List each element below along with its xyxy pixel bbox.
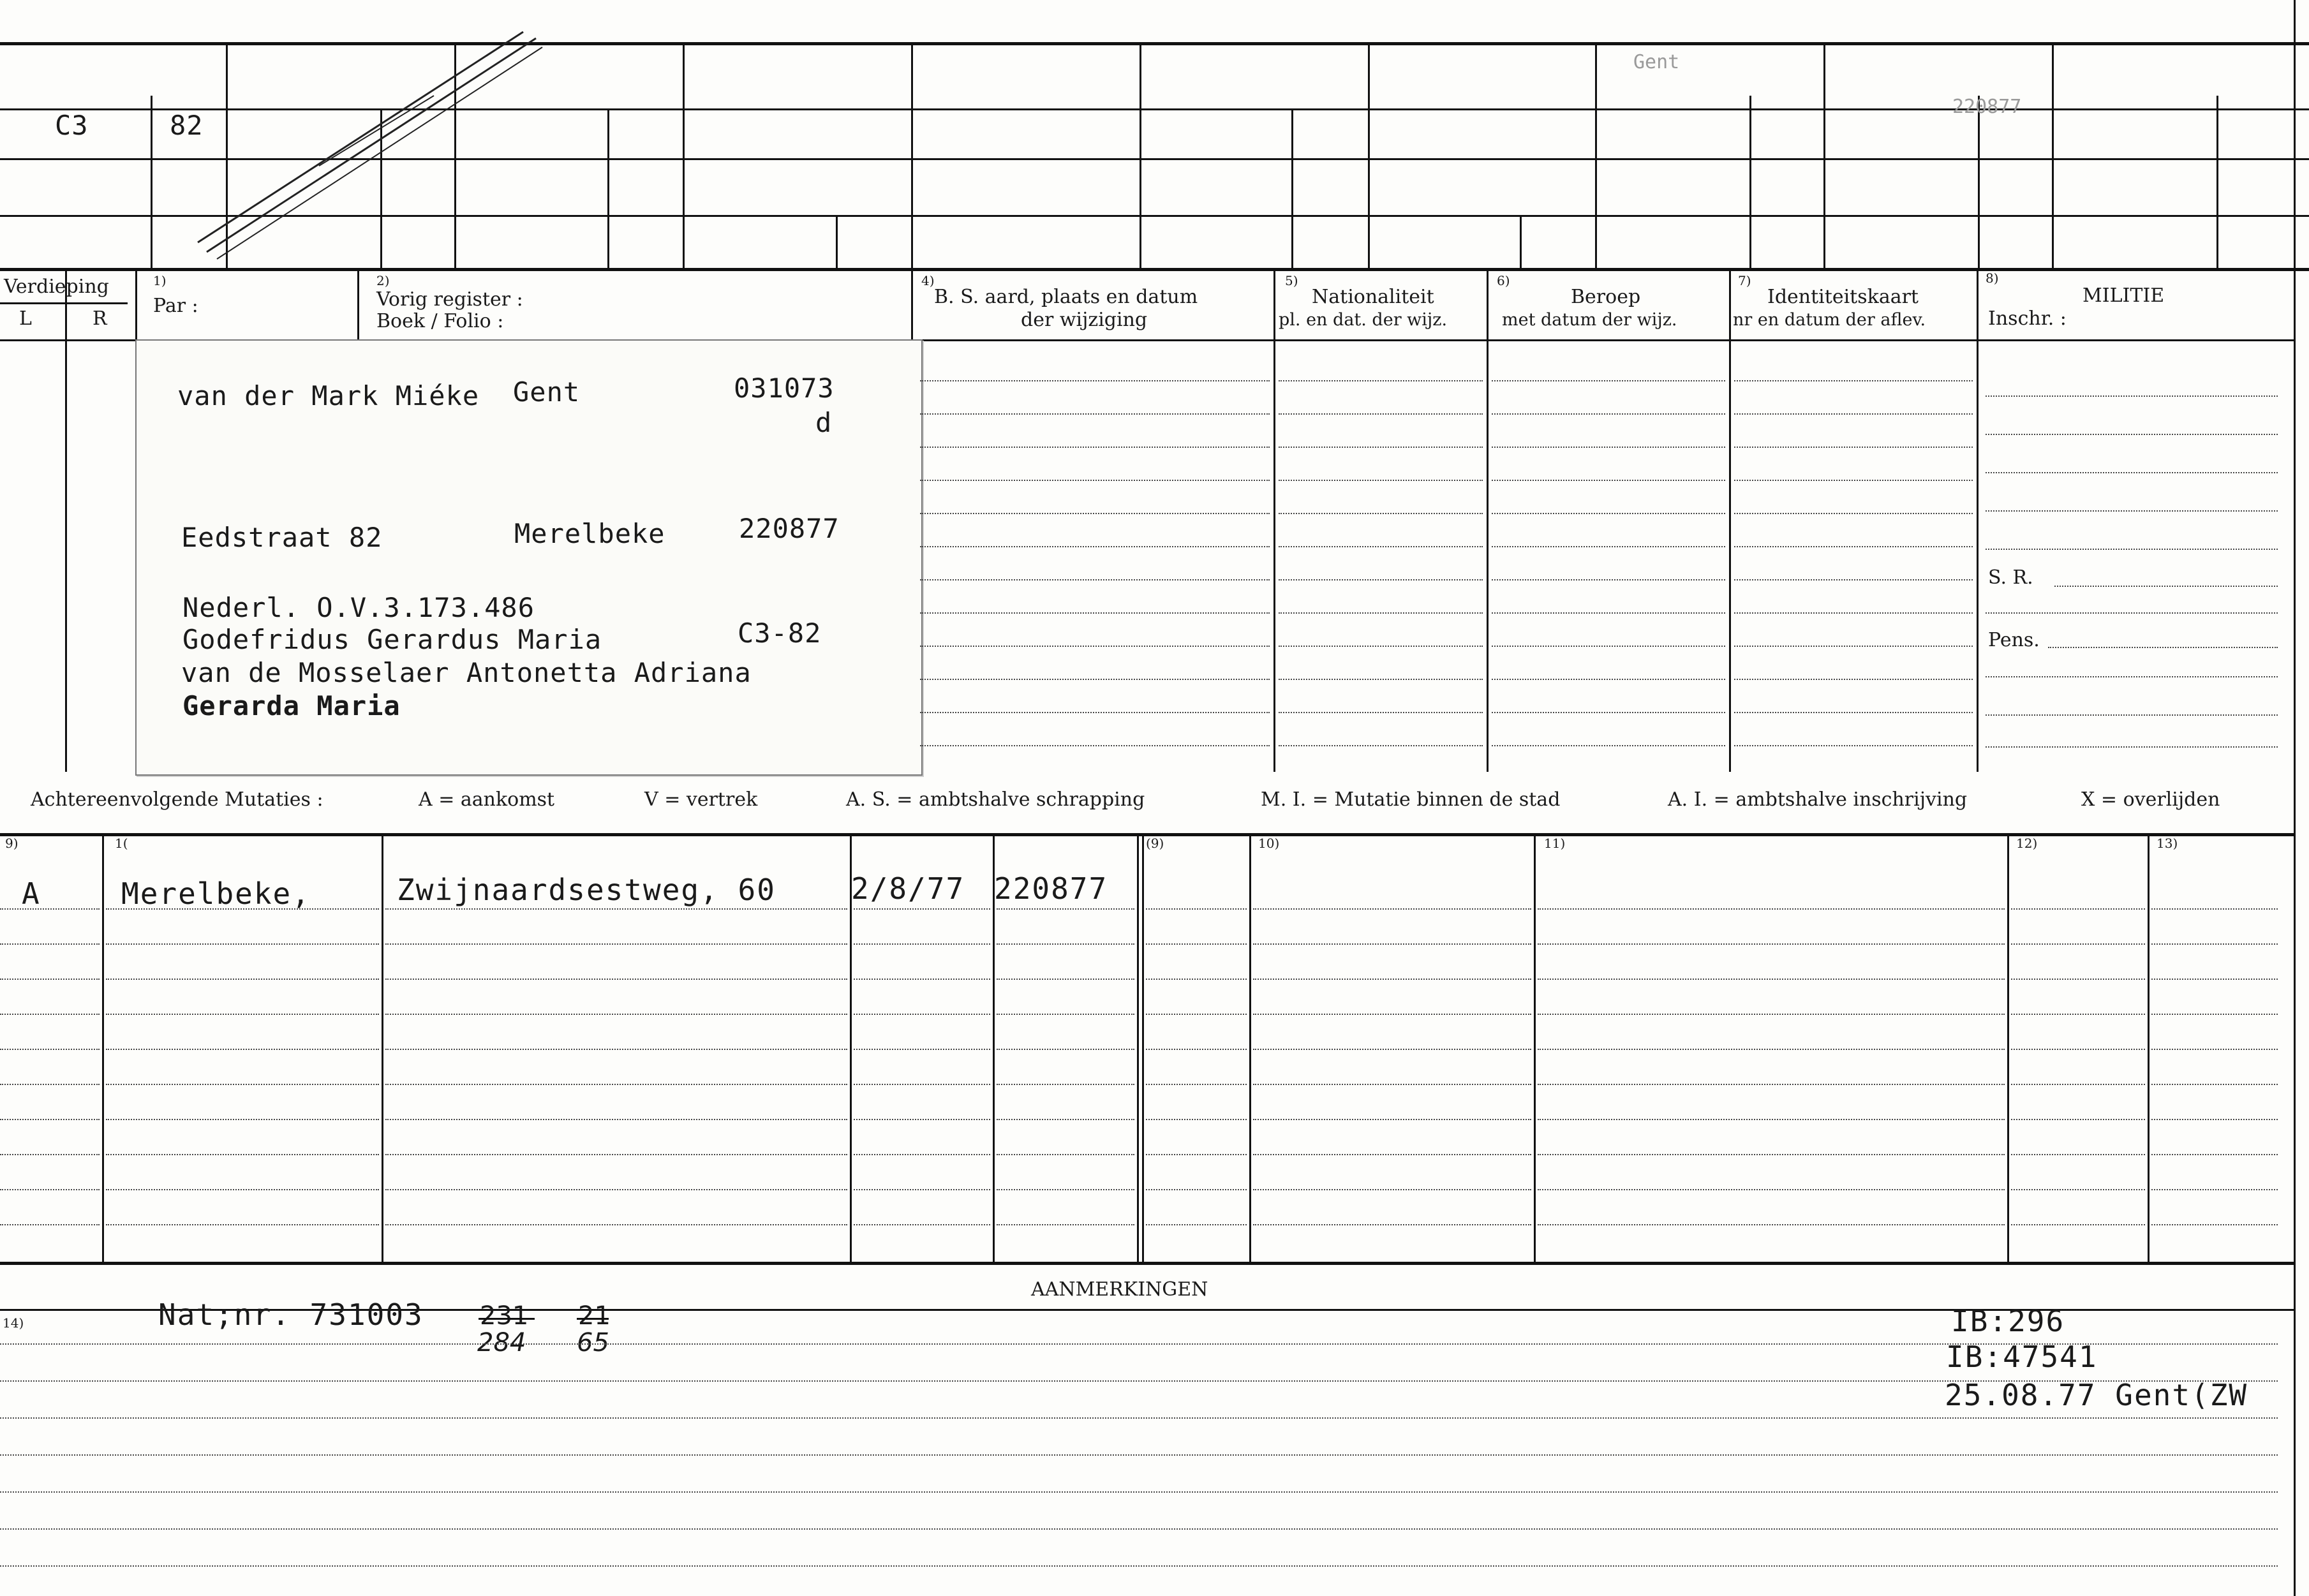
dotted-rule [1146,1154,1247,1155]
col-num-14: 14) [3,1315,24,1331]
dotted-rule [106,1154,379,1155]
nationality-line: Nederl. O.V.3.173.486 [182,592,535,623]
ib-number-2: IB:47541 [1946,1340,2098,1374]
dotted-rule [1492,712,1725,713]
dotted-rule [1253,1084,1531,1085]
header-boek-folio: Boek / Folio : [376,310,504,332]
dotted-rule [997,908,1134,910]
dotted-rule [106,979,379,980]
dotted-rule [385,1189,847,1190]
dotted-rule [997,1084,1134,1085]
diagonal-strike-marks [191,26,549,262]
sex-marker: d [815,407,833,438]
cell-c3: C3 [55,110,89,141]
dotted-rule [1538,1014,2005,1015]
dotted-rule [920,480,1270,481]
dotted-rule [385,1154,847,1155]
grid-line [1291,108,1293,268]
dotted-rule [1279,413,1483,415]
dotted-rule [1146,979,1247,980]
dotted-rule [1492,513,1725,514]
dotted-rule [920,679,1270,680]
mutation-code: A [22,876,41,911]
dotted-rule [0,1049,100,1050]
dotted-rule [1538,1224,2005,1225]
dotted-rule [920,447,1270,448]
mutation-date: 2/8/77 [851,871,965,906]
dotted-rule [385,943,847,945]
dotted-rule [1986,395,2278,397]
faded-stamp-text: Gent [1633,51,1680,73]
dotted-rule [854,1014,990,1015]
dotted-rule [1146,908,1247,910]
header-inschr: Inschr. : [1988,307,2067,330]
header-identiteitskaart: Identiteitskaart [1767,286,1919,308]
dotted-rule [1279,447,1483,448]
grid-line [1534,833,1536,1262]
dotted-rule [106,943,379,945]
dotted-rule [385,1014,847,1015]
grid-line [1137,833,1139,1262]
header-nationaliteit: Nationaliteit [1312,286,1434,308]
dotted-rule [2011,1224,2145,1225]
dotted-rule [920,612,1270,614]
dotted-rule [106,1049,379,1050]
mutation-city: Merelbeke, [121,876,311,911]
col-num-8: 8) [1986,270,1999,286]
dotted-rule [106,1224,379,1225]
dotted-rule [385,1049,847,1050]
dotted-rule [385,1119,847,1120]
dotted-rule [1538,908,2005,910]
grid-line [151,96,152,268]
dotted-rule [1734,413,1973,415]
dotted-rule [1734,612,1973,614]
dotted-rule [854,1154,990,1155]
dotted-rule [1146,1014,1247,1015]
grid-line [2148,833,2149,1262]
grid-line [357,268,359,339]
dotted-rule [1734,513,1973,514]
dotted-rule [1253,1154,1531,1155]
col-num-12: 12) [2016,836,2038,851]
dotted-rule [2151,1154,2278,1155]
header-l: L [19,307,32,330]
grid-line [1749,96,1751,268]
dotted-rule [2151,1014,2278,1015]
dotted-rule [0,1565,2278,1567]
col-num-4: 4) [921,273,935,288]
dotted-rule [0,1119,100,1120]
dotted-rule [2151,1189,2278,1190]
dotted-rule [1986,746,2278,748]
dotted-rule [854,979,990,980]
grid-line [836,215,838,268]
dotted-rule [1146,1084,1247,1085]
dotted-rule [1734,546,1973,547]
dotted-rule [1492,579,1725,580]
dotted-rule [1538,1119,2005,1120]
dotted-rule [385,979,847,980]
dotted-rule [1146,1224,1247,1225]
header-militie: MILITIE [2083,284,2165,307]
grid-line [1823,42,1825,268]
dotted-rule [2011,908,2145,910]
dotted-rule [1253,1119,1531,1120]
dotted-rule [997,1014,1134,1015]
section-border [0,268,2309,271]
header-bs-wijziging: der wijziging [1021,309,1148,331]
dotted-rule [2151,1224,2278,1225]
dotted-rule [106,1189,379,1190]
dotted-rule [2011,1049,2145,1050]
dotted-rule [1279,480,1483,481]
dotted-rule [1734,679,1973,680]
dotted-rule [385,1224,847,1225]
dotted-rule [920,579,1270,580]
struck-value-2: 21 [578,1301,611,1331]
header-sr: S. R. [1988,566,2033,589]
dotted-rule [1492,646,1725,647]
father-name: Godefridus Gerardus Maria [182,624,602,655]
mutaties-label: Achtereenvolgende Mutaties : [31,788,323,811]
grid-line [1520,215,1522,268]
dotted-rule [1538,1189,2005,1190]
dotted-rule [106,1084,379,1085]
grid-line [102,833,104,1262]
header-beroep-sub: met datum der wijz. [1502,310,1677,330]
arrival-date-place: 25.08.77 Gent(ZW [1945,1378,2248,1412]
legend-overlijden: X = overlijden [2081,788,2220,811]
dotted-rule [1253,1189,1531,1190]
dotted-rule [0,1084,100,1085]
grid-line [0,339,135,341]
dotted-rule [1492,447,1725,448]
grid-line [1978,96,1980,268]
grid-line [1487,268,1489,772]
dotted-rule [1734,447,1973,448]
grid-line [65,268,67,772]
dotted-rule [997,943,1134,945]
dotted-rule [854,1119,990,1120]
legend-schrapping: A. S. = ambtshalve schrapping [846,788,1145,811]
dotted-rule [0,1491,2278,1493]
grid-line [1249,833,1251,1262]
dotted-rule [1253,943,1531,945]
grid-line [1140,42,1141,268]
dotted-rule [854,943,990,945]
national-number: Nat;nr. 731003 [158,1297,424,1332]
dotted-rule [1279,579,1483,580]
dotted-rule [0,1343,2278,1345]
dotted-rule [1986,676,2278,677]
header-vorig-register: Vorig register : [376,288,523,311]
col-num-9: 9) [5,836,19,851]
dotted-rule [0,979,100,980]
dotted-rule [2011,1189,2145,1190]
dotted-rule [1253,979,1531,980]
dotted-rule [1253,1014,1531,1015]
dotted-rule [0,908,100,910]
aanmerkingen-title: AANMERKINGEN [1031,1278,1208,1301]
col-num-5: 5) [1285,273,1298,288]
legend-inschrijving: A. I. = ambtshalve inschrijving [1668,788,1968,811]
dotted-rule [1146,1049,1247,1050]
dotted-rule [920,413,1270,415]
reference-code: C3-82 [738,617,822,649]
mother-name-1: van de Mosselaer Antonetta Adriana [181,657,752,688]
dotted-rule [2151,1084,2278,1085]
dotted-rule [2011,1154,2145,1155]
dotted-rule [1146,1189,1247,1190]
grid-line [135,268,137,339]
dotted-rule [1734,480,1973,481]
dotted-rule [2011,1084,2145,1085]
dotted-rule [1492,380,1725,381]
dotted-rule [1492,413,1725,415]
grid-line [920,339,2294,341]
grid-line [1142,833,1144,1262]
dotted-rule [1734,380,1973,381]
dotted-rule [1538,979,2005,980]
dotted-rule [385,908,847,910]
dotted-rule [1538,1154,2005,1155]
dotted-rule [854,1189,990,1190]
sticker-label [135,339,923,776]
dotted-rule [1279,712,1483,713]
grid-line [683,42,685,268]
strike-mark [479,1318,535,1320]
grid-line [2216,96,2218,268]
grid-line [911,42,913,268]
dotted-rule [997,1189,1134,1190]
dotted-rule [1986,472,2278,473]
dotted-rule [1734,712,1973,713]
dotted-rule [106,1014,379,1015]
cell-82: 82 [170,110,204,141]
dotted-rule [1146,943,1247,945]
dotted-rule [920,380,1270,381]
dotted-rule [997,1119,1134,1120]
right-edge-line [2294,0,2296,1596]
dotted-rule [920,513,1270,514]
dotted-rule [1253,1049,1531,1050]
dotted-rule [0,1154,100,1155]
dotted-rule [854,908,990,910]
dotted-rule [854,1084,990,1085]
dotted-rule [0,1528,2278,1530]
strike-mark [577,1318,609,1320]
col-num-11: 11) [1544,836,1566,851]
dotted-rule [0,1417,2278,1419]
header-verdieping: Verdieping [4,276,109,298]
faded-stamp-text: 220877 [1952,96,2022,118]
col-num-13: 13) [2157,836,2178,851]
dotted-rule [1279,612,1483,614]
street-address: Eedstraat 82 [181,522,383,553]
dotted-rule [1734,646,1973,647]
section-border [0,1262,2294,1265]
corrected-value-1: 284 [477,1328,526,1357]
dotted-rule [1538,943,2005,945]
grid-line [382,833,383,1262]
dotted-rule [1986,612,2278,614]
dotted-rule [997,1224,1134,1225]
dotted-rule [1986,714,2278,716]
dotted-rule [2151,908,2278,910]
dotted-rule [920,546,1270,547]
dotted-line [2054,586,2278,587]
grid-line [1977,268,1979,772]
dotted-rule [2151,979,2278,980]
dotted-rule [1734,579,1973,580]
dotted-rule [2151,1119,2278,1120]
dotted-rule [0,1014,100,1015]
col-num-7: 7) [1738,273,1751,288]
dotted-rule [2011,1014,2145,1015]
dotted-rule [106,908,379,910]
col-num-6: 6) [1497,273,1510,288]
dotted-rule [920,745,1270,746]
dotted-rule [997,1154,1134,1155]
dotted-rule [1986,549,2278,550]
dotted-rule [1253,1224,1531,1225]
dotted-rule [0,1224,100,1225]
dotted-rule [1253,908,1531,910]
dotted-rule [1492,612,1725,614]
grid-line [1273,268,1275,772]
dotted-rule [1279,380,1483,381]
dotted-rule [0,1454,2278,1456]
col-num-9b: (9) [1146,836,1164,851]
person-name: van der Mark Miéke [177,380,480,411]
mutation-number: 220877 [994,871,1108,906]
header-par: Par : [153,295,198,317]
dotted-rule [2151,1049,2278,1050]
dotted-rule [1279,679,1483,680]
dotted-rule [1279,546,1483,547]
dotted-rule [1734,745,1973,746]
dotted-rule [0,1189,100,1190]
header-nationaliteit-sub: pl. en dat. der wijz. [1279,310,1448,330]
dotted-rule [0,1380,2278,1382]
dotted-rule [2011,943,2145,945]
col-num-10a: 1( [115,836,128,851]
dotted-rule [1279,513,1483,514]
col-num-2: 2) [376,273,390,288]
dotted-rule [2011,1119,2145,1120]
grid-line [1729,268,1731,772]
header-identiteitskaart-sub: nr en datum der aflev. [1733,310,1926,330]
grid-line [0,302,128,304]
birthplace: Gent [513,376,581,408]
legend-aankomst: A = aankomst [419,788,555,811]
dotted-rule [1986,510,2278,512]
dotted-rule [920,712,1270,713]
col-num-1: 1) [153,273,167,288]
dotted-rule [1492,480,1725,481]
dotted-rule [1492,745,1725,746]
grid-line [1368,42,1370,268]
dotted-line [2048,647,2278,648]
dotted-rule [1492,546,1725,547]
dotted-rule [854,1049,990,1050]
dotted-rule [2151,943,2278,945]
dotted-rule [1279,646,1483,647]
col-num-10: 10) [1258,836,1280,851]
header-pens: Pens. [1988,629,2040,651]
dotted-rule [1146,1119,1247,1120]
dotted-rule [0,943,100,945]
mother-name-2: Gerarda Maria [182,690,401,721]
legend-vertrek: V = vertrek [644,788,758,811]
legend-mutatie-stad: M. I. = Mutatie binnen de stad [1261,788,1561,811]
corrected-value-2: 65 [577,1328,609,1357]
grid-line [607,108,609,268]
header-r: R [93,307,107,330]
dotted-rule [854,1224,990,1225]
city: Merelbeke [514,518,665,549]
header-bs-aard: B. S. aard, plaats en datum [934,286,1198,308]
grid-line [1595,42,1597,268]
dotted-rule [106,1119,379,1120]
dotted-rule [997,979,1134,980]
dotted-rule [997,1049,1134,1050]
dotted-rule [1538,1084,2005,1085]
registration-date: 220877 [739,513,840,544]
dotted-rule [1538,1049,2005,1050]
dotted-rule [920,646,1270,647]
mutation-address: Zwijnaardsestweg, 60 [397,873,776,907]
dotted-rule [1279,745,1483,746]
dotted-rule [2011,979,2145,980]
birthdate: 031073 [734,373,835,404]
dotted-rule [1986,434,2278,435]
header-beroep: Beroep [1571,286,1641,308]
ib-number-1: IB:296 [1951,1304,2065,1338]
dotted-rule [385,1084,847,1085]
grid-line [2052,42,2054,268]
struck-value-1: 231 [480,1301,529,1331]
dotted-rule [1492,679,1725,680]
grid-line [2007,833,2009,1262]
